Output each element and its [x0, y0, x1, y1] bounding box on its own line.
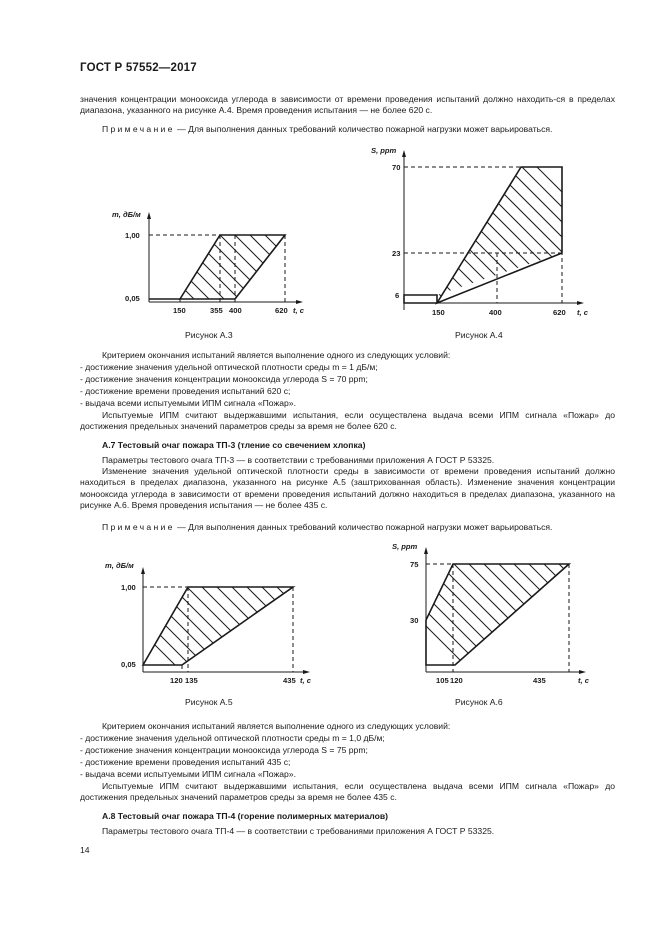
a6-hatch: [355, 555, 661, 675]
criteria-b-3: - достижение времени проведения испытаний 435 с;: [80, 757, 291, 767]
a4-ytick-70: 70: [392, 163, 401, 172]
a5-xtick-435: 435: [283, 676, 296, 685]
a6-x-label: t, с: [578, 676, 589, 685]
pass-criteria-b: Испытуемые ИПМ считают выдержавшими испытания, если осуществлена выдача всеми ИПМ сигнала «Пожар» до достижения предельных значений параметров среды за время не более 435 с.: [80, 781, 615, 803]
a4-xtick-150: 150: [432, 308, 445, 317]
document-header: ГОСТ Р 57552—2017: [80, 62, 197, 74]
criteria-a-3: - достижение времени проведения испытаний 620 с;: [80, 386, 291, 396]
a5-ytick-0: 0,05: [121, 660, 136, 669]
criteria-intro-a: Критерием окончания испытаний является выполнение одного из следующих условий:: [102, 350, 451, 360]
pass-criteria-a: Испытуемые ИПМ считают выдержавшими испытания, если осуществлена выдача всеми ИПМ сигнала «Пожар» до достижения предельных значений параметров среды за время не более 620 с.: [80, 410, 615, 432]
a3-xtick-400: 400: [229, 306, 242, 315]
caption-a4: Рисунок А.4: [455, 330, 503, 340]
note-text: — Для выполнения данных требований количество пожарной нагрузки может варьироваться.: [174, 124, 553, 134]
caption-a6: Рисунок А.6: [455, 697, 503, 707]
criteria-b-4: - выдача всеми испытуемыми ИПМ сигнала «Пожар».: [80, 769, 296, 779]
a5-shaded-area: [143, 587, 293, 665]
a6-xtick-120: 120: [450, 676, 463, 685]
a3-ytick-1: 1,00: [125, 231, 140, 240]
section-a7-title: А.7 Тестовый очаг пожара ТП-3 (тление со свечением хлопка): [102, 440, 366, 450]
a8-params: Параметры тестового очага ТП-4 — в соответствии с требованиями приложения А ГОСТ Р 53325.: [102, 826, 495, 836]
a5-xtick-135: 135: [185, 676, 198, 685]
a3-x-label: t, с: [293, 306, 304, 315]
section-a8-title: А.8 Тестовый очаг пожара ТП-4 (горение полимерных материалов): [102, 811, 388, 821]
criteria-a-4: - выдача всеми испытуемыми ИПМ сигнала «Пожар».: [80, 398, 296, 408]
a3-xtick-355: 355: [210, 306, 223, 315]
criteria-a-1: - достижение значения удельной оптической плотности среды m = 1 дБ/м;: [80, 362, 378, 372]
a4-xtick-620: 620: [553, 308, 566, 317]
a3-y-label: m, дБ/м: [112, 210, 141, 219]
a6-y-label: S, ppm: [392, 542, 418, 551]
a3-xtick-620: 620: [275, 306, 288, 315]
a5-ytick-1: 1,00: [121, 583, 136, 592]
a6-ytick-75: 75: [410, 560, 419, 569]
a4-ytick-6: 6: [395, 291, 400, 300]
criteria-b-2: - достижение значения концентрации монооксида углерода S = 75 ppm;: [80, 745, 368, 755]
a3-ytick-0: 0,05: [125, 294, 140, 303]
a7-params: Параметры тестового очага ТП-3 — в соответствии с требованиями приложения А ГОСТ Р 53325.: [102, 455, 495, 465]
a7-description: Изменение значения удельной оптической плотности среды в зависимости от времени проведения испытаний должно находиться в пределах диапазона, указанного на рисунке А.5 (заштрихованная область). Изменение значения концентрации монооксида углерода в зависимости от времени проведения испытаний должно находиться в пределах диапазона, указанного на рисунке А.6. Время проведения испытания — не более 435 с.: [80, 466, 615, 511]
a3-shaded-area: [180, 235, 285, 299]
a6-xtick-435: 435: [533, 676, 546, 685]
paragraph-co-range-a4: значения концентрации монооксида углерода в зависимости от времени проведения испытаний должно находить-ся в пределах диапазона, указанного на рисунке А.4. Время проведения испытания — не более 620 с.: [80, 94, 615, 116]
criteria-a-2: - достижение значения концентрации монооксида углерода S = 70 ppm;: [80, 374, 368, 384]
a4-y-label: S, ppm: [371, 146, 397, 155]
criteria-intro-b: Критерием окончания испытаний является выполнение одного из следующих условий:: [102, 721, 451, 731]
criteria-b-1: - достижение значения удельной оптической плотности среды m = 1,0 дБ/м;: [80, 733, 385, 743]
a6-shaded-area: [426, 564, 569, 665]
a4-xtick-400: 400: [489, 308, 502, 317]
a5-xtick-120: 120: [170, 676, 183, 685]
a5-y-label: m, дБ/м: [105, 561, 134, 570]
caption-a3: Рисунок А.3: [185, 330, 233, 340]
note-label: Примечание: [102, 522, 175, 532]
a4-base-area: [404, 295, 437, 303]
note-2: [80, 522, 615, 533]
a4-ytick-23: 23: [392, 249, 401, 258]
note-text: — Для выполнения данных требований количество пожарной нагрузки может варьироваться.: [174, 522, 553, 532]
page-number: 14: [80, 845, 90, 855]
a4-hatch: [305, 160, 661, 310]
note-label: Примечание: [102, 124, 175, 134]
a6-ytick-30: 30: [410, 616, 419, 625]
a5-x-label: t, с: [300, 676, 311, 685]
a3-xtick-150: 150: [173, 306, 186, 315]
a6-xtick-105: 105: [436, 676, 449, 685]
caption-a5: Рисунок А.5: [185, 697, 233, 707]
a4-x-label: t, с: [577, 308, 588, 317]
